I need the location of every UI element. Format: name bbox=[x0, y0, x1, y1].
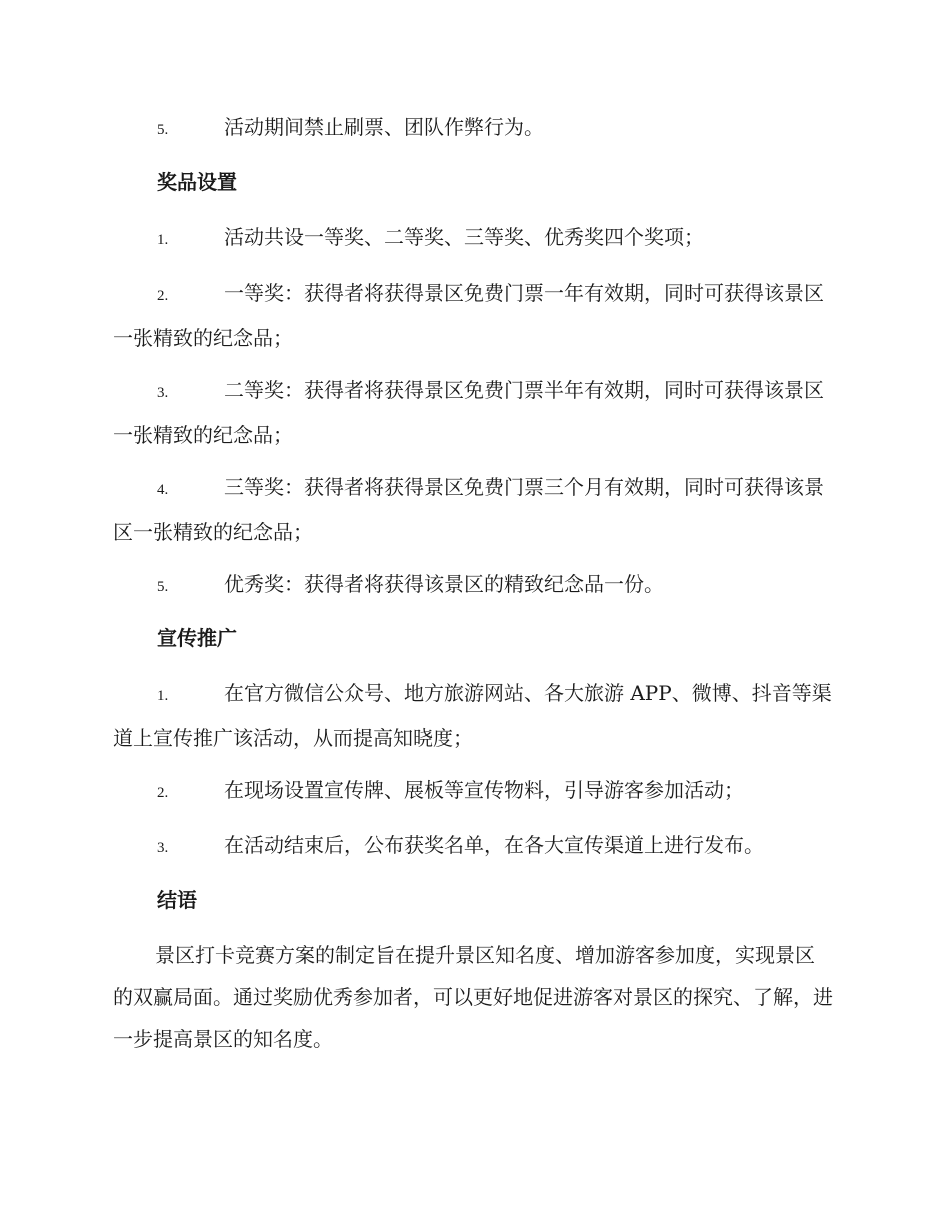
list-item bbox=[113, 672, 833, 759]
list-text: 三等奖：获得者将获得景区免费门票三个月有效期，同时可获得该景区一张精致的纪念品； bbox=[113, 475, 824, 544]
section-heading-conclusion: 结语 bbox=[157, 888, 197, 912]
list-item bbox=[113, 563, 833, 608]
list-item bbox=[113, 466, 833, 553]
list-number: 4. bbox=[157, 482, 169, 498]
list-text: 活动共设一等奖、二等奖、三等奖、优秀奖四个奖项； bbox=[224, 225, 704, 249]
list-text: 一等奖：获得者将获得景区免费门票一年有效期，同时可获得该景区一张精致的纪念品； bbox=[113, 281, 824, 350]
section-heading-prizes: 奖品设置 bbox=[157, 170, 237, 194]
list-item bbox=[113, 824, 833, 869]
section-heading-promotion: 宣传推广 bbox=[157, 626, 237, 650]
list-text: 在活动结束后，公布获奖名单，在各大宣传渠道上进行发布。 bbox=[224, 833, 764, 857]
list-number: 3. bbox=[157, 385, 169, 401]
list-item bbox=[113, 106, 833, 151]
list-item bbox=[113, 272, 833, 359]
list-item bbox=[113, 369, 833, 456]
list-text: 活动期间禁止刷票、团队作弊行为。 bbox=[224, 115, 544, 139]
list-number: 5. bbox=[157, 122, 169, 138]
conclusion-paragraph: 景区打卡竞赛方案的制定旨在提升景区知名度、增加游客参加度，实现景区的双赢局面。通过奖励优秀参加者，可以更好地促进游客对景区的探究、了解，进一步提高景区的知名度。 bbox=[113, 943, 833, 1051]
list-number: 2. bbox=[157, 288, 169, 304]
list-text: 优秀奖：获得者将获得该景区的精致纪念品一份。 bbox=[224, 572, 664, 596]
list-number: 1. bbox=[157, 232, 169, 248]
list-text: 在官方微信公众号、地方旅游网站、各大旅游 APP、微博、抖音等渠道上宣传推广该活动，从而提高知晓度； bbox=[113, 681, 832, 750]
list-number: 2. bbox=[157, 785, 169, 801]
list-number: 3. bbox=[157, 840, 169, 856]
list-number: 1. bbox=[157, 688, 169, 704]
list-number: 5. bbox=[157, 579, 169, 595]
list-item bbox=[113, 769, 833, 814]
list-text: 二等奖：获得者将获得景区免费门票半年有效期，同时可获得该景区一张精致的纪念品； bbox=[113, 378, 824, 447]
list-item bbox=[113, 216, 833, 261]
list-text: 在现场设置宣传牌、展板等宣传物料，引导游客参加活动； bbox=[224, 778, 744, 802]
